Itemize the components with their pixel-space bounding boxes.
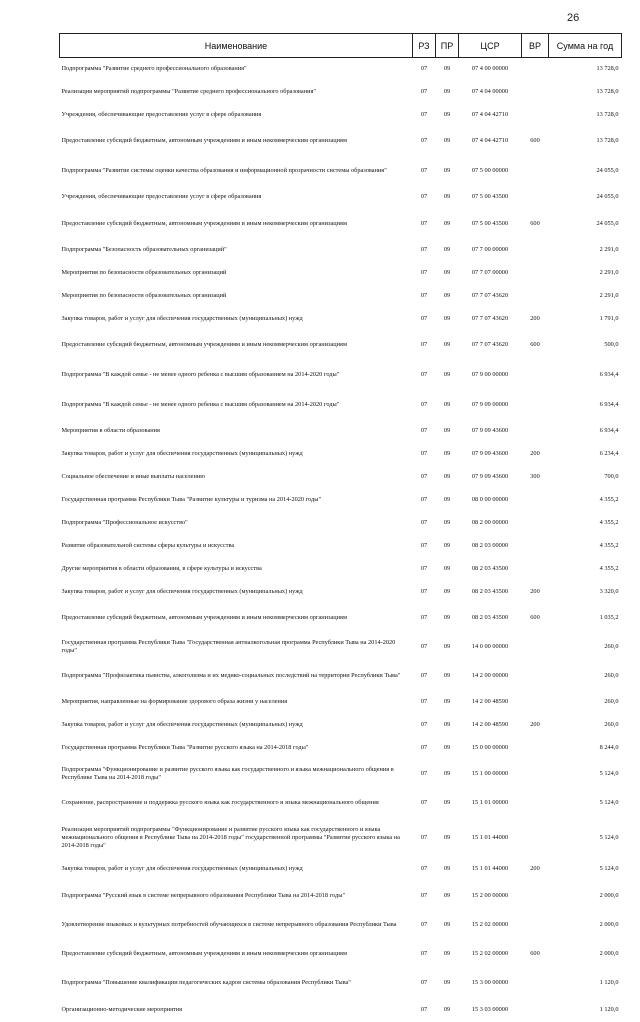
row-vr <box>522 737 549 760</box>
row-name: Учреждения, обеспечивающие предоставление услуг в сфере образования <box>61 193 262 200</box>
row-rz: 07 <box>420 137 428 144</box>
row-rz: 07 <box>420 588 428 595</box>
row-rz: 07 <box>420 721 428 728</box>
row-rz: 07 <box>420 193 428 200</box>
row-csr: 07 4 04 42710 <box>471 111 509 118</box>
row-rz: 07 <box>420 65 428 73</box>
header-vr: ВР <box>522 34 549 58</box>
row-pr: 09 <box>443 721 451 728</box>
header-row <box>60 34 622 58</box>
row-rz: 07 <box>420 166 428 174</box>
row-name: Подпрограмма "Русский язык в системе непрерывного образования Республики Тыва на 2014-2018 годы" <box>61 891 346 899</box>
table-row <box>60 760 622 789</box>
row-sum: 6 934,4 <box>599 400 619 408</box>
row-csr: 15 2 02 00000 <box>471 950 509 957</box>
table-row <box>60 789 622 818</box>
row-name: Закупка товаров, работ и услуг для обеспечения государственных (муниципальных) нужд <box>61 450 303 457</box>
row-vr: 600 <box>530 219 540 227</box>
row-sum: 6 234,4 <box>599 450 619 457</box>
table-row <box>60 818 622 858</box>
header-csr: ЦСР <box>459 34 522 58</box>
row-pr: 09 <box>443 219 451 227</box>
row-csr: 07 4 04 00000 <box>471 88 509 95</box>
row-sum: 500,0 <box>604 341 619 348</box>
row-sum: 24 055,0 <box>596 166 619 174</box>
row-vr <box>522 58 549 81</box>
row-sum: 5 124,0 <box>599 865 619 872</box>
row-name: Предоставление субсидий бюджетным, автономным учреждениям и иным некоммерческим организациям <box>61 137 347 144</box>
table-row <box>60 858 622 881</box>
row-sum: 1 120,0 <box>599 979 619 986</box>
row-rz: 07 <box>420 111 428 118</box>
row-name: Государственная программа Республики Тыва "Развитие русского языка на 2014-2018 годы" <box>61 744 309 751</box>
row-sum: 13 728,0 <box>596 137 619 144</box>
row-name: Подпрограмма "Повышение квалификации педагогических кадров системы образования Республики Тыва" <box>61 979 351 986</box>
row-name: Развитие образовательной системы сферы культуры и искусства <box>61 542 235 549</box>
row-name: Подпрограмма "Развитие системы оценки качества образования и информационной прозрачности системы образования" <box>61 166 387 174</box>
row-pr: 09 <box>443 496 451 503</box>
row-sum: 5 124,0 <box>599 833 619 841</box>
row-name: Предоставление субсидий бюджетным, автономным учреждениям и иным некоммерческим организациям <box>61 614 347 621</box>
row-csr: 15 1 01 00000 <box>471 799 509 806</box>
row-sum: 13 728,0 <box>596 65 619 73</box>
row-rz: 07 <box>420 950 428 957</box>
row-csr: 14 2 00 48590 <box>471 698 509 705</box>
row-vr <box>522 633 549 662</box>
row-vr <box>522 156 549 186</box>
row-rz: 07 <box>420 341 428 348</box>
row-vr: 200 <box>530 315 540 322</box>
row-sum: 4 355,2 <box>599 496 619 503</box>
row-csr: 07 9 09 43600 <box>471 473 509 480</box>
row-csr: 14 2 00 00000 <box>471 672 509 679</box>
row-name: Подпрограмма "Профилактика пьянства, алкоголизма и их медико-социальных последствий на территории Республики Тыва" <box>61 672 401 679</box>
row-name: Закупка товаров, работ и услуг для обеспечения государственных (муниципальных) нужд <box>61 865 303 872</box>
row-vr <box>522 285 549 308</box>
row-vr <box>522 662 549 691</box>
row-vr: 200 <box>530 721 540 728</box>
row-vr <box>522 911 549 940</box>
row-rz: 07 <box>420 921 428 928</box>
table-row <box>60 156 622 186</box>
row-vr <box>522 81 549 104</box>
row-vr: 200 <box>530 865 540 872</box>
row-name: Мероприятия в области образования <box>61 427 160 434</box>
header-rz: РЗ <box>413 34 436 58</box>
row-csr: 07 4 00 00000 <box>471 65 509 73</box>
row-sum: 8 244,0 <box>599 744 619 751</box>
row-sum: 2 000,0 <box>599 950 619 957</box>
row-rz: 07 <box>420 519 428 526</box>
row-csr: 07 7 00 00000 <box>471 246 509 253</box>
row-rz: 07 <box>420 427 428 434</box>
row-csr: 15 2 02 00000 <box>471 921 509 928</box>
row-csr: 14 0 00 00000 <box>471 643 509 650</box>
row-name: Предоставление субсидий бюджетным, автономным учреждениям и иным некоммерческим организациям <box>61 950 347 957</box>
row-name: Учреждения, обеспечивающие предоставление услуг в сфере образования <box>61 111 262 118</box>
row-vr <box>522 186 549 209</box>
row-csr: 15 1 01 44000 <box>471 833 509 841</box>
row-pr: 09 <box>443 400 451 408</box>
table-row <box>60 285 622 308</box>
table-row <box>60 969 622 998</box>
row-name: Подпрограмма "Развитие среднего профессионального образования" <box>61 65 247 73</box>
table-row <box>60 81 622 104</box>
table-row <box>60 489 622 512</box>
row-name: Мероприятия по безопасности образовательных организаций <box>61 269 227 276</box>
row-rz: 07 <box>420 246 428 253</box>
row-csr: 07 9 00 00000 <box>471 370 509 378</box>
row-name: Социальное обеспечение и иные выплаты населению <box>61 473 205 480</box>
row-rz: 07 <box>420 865 428 872</box>
table-row <box>60 737 622 760</box>
row-csr: 07 7 07 43620 <box>471 292 509 299</box>
row-pr: 09 <box>443 950 451 957</box>
table-row <box>60 581 622 604</box>
table-row <box>60 186 622 209</box>
row-rz: 07 <box>420 698 428 705</box>
row-sum: 700,0 <box>604 473 619 480</box>
row-csr: 08 2 03 43500 <box>471 565 509 572</box>
row-name: Подпрограмма "В каждой семье - не менее одного ребенка с высшим образованием на 2014-2020 годы" <box>61 400 340 408</box>
row-rz: 07 <box>420 672 428 679</box>
row-name: Удовлетворение языковых и культурных потребностей обучающихся в системе непрерывного образования Республики Тыва <box>61 921 397 928</box>
row-vr <box>522 558 549 581</box>
row-sum: 2 291,0 <box>599 269 619 276</box>
row-csr: 15 3 03 00000 <box>471 1005 509 1013</box>
row-rz: 07 <box>420 979 428 986</box>
row-csr: 15 0 00 00000 <box>471 744 509 751</box>
row-vr <box>522 239 549 262</box>
table-row <box>60 998 622 1022</box>
row-vr: 600 <box>530 137 540 144</box>
row-pr: 09 <box>443 614 451 621</box>
row-rz: 07 <box>420 799 428 806</box>
row-pr: 09 <box>443 427 451 434</box>
row-csr: 07 7 07 43620 <box>471 315 509 322</box>
row-vr: 200 <box>530 588 540 595</box>
table-row <box>60 512 622 535</box>
row-pr: 09 <box>443 921 451 928</box>
row-name: Другие мероприятия в области образования, в сфере культуры и искусства <box>61 565 262 572</box>
row-sum: 260,0 <box>604 672 619 679</box>
row-pr: 09 <box>443 588 451 595</box>
table-row <box>60 443 622 466</box>
row-vr <box>522 390 549 420</box>
row-name: Закупка товаров, работ и услуг для обеспечения государственных (муниципальных) нужд <box>61 721 303 728</box>
row-pr: 09 <box>443 246 451 253</box>
row-csr: 07 9 09 00000 <box>471 400 509 408</box>
row-sum: 5 124,0 <box>599 770 619 777</box>
row-vr <box>522 969 549 998</box>
table-row <box>60 940 622 969</box>
row-pr: 09 <box>443 744 451 751</box>
row-csr: 07 5 00 43500 <box>471 193 509 200</box>
table-body <box>60 58 622 1022</box>
row-sum: 1 791,0 <box>599 315 619 322</box>
table-row <box>60 881 622 911</box>
row-sum: 6 934,4 <box>599 427 619 434</box>
row-csr: 08 0 00 00000 <box>471 496 509 503</box>
row-pr: 09 <box>443 865 451 872</box>
row-name: Закупка товаров, работ и услуг для обеспечения государственных (муниципальных) нужд <box>61 315 303 322</box>
row-csr: 08 2 03 43500 <box>471 614 509 621</box>
row-sum: 2 291,0 <box>599 246 619 253</box>
table-row <box>60 331 622 360</box>
row-pr: 09 <box>443 450 451 457</box>
row-rz: 07 <box>420 292 428 299</box>
row-csr: 07 4 04 42710 <box>471 137 509 144</box>
table-row <box>60 535 622 558</box>
row-sum: 24 055,0 <box>596 219 619 227</box>
row-pr: 09 <box>443 111 451 118</box>
row-vr: 200 <box>530 450 540 457</box>
row-vr <box>522 104 549 127</box>
row-sum: 4 355,2 <box>599 542 619 549</box>
row-sum: 1 120,0 <box>599 1005 619 1013</box>
row-name: Реализация мероприятий подпрограммы "Функционирование и развитие русского языка как государственного и языка межнационального общения в Республике Тыва на 2014-2018 годы" государственной программы "Развитие русского языка на 2014-2018 годы" <box>61 825 400 849</box>
row-pr: 09 <box>443 315 451 322</box>
row-name: Организационно-методические мероприятия <box>61 1005 183 1013</box>
row-csr: 08 2 03 00000 <box>471 542 509 549</box>
row-pr: 09 <box>443 565 451 572</box>
header-sum: Сумма на год <box>549 34 622 58</box>
row-rz: 07 <box>420 88 428 95</box>
table-row <box>60 911 622 940</box>
row-csr: 07 9 09 43600 <box>471 427 509 434</box>
row-rz: 07 <box>420 219 428 227</box>
row-csr: 07 9 09 43600 <box>471 450 509 457</box>
row-vr <box>522 489 549 512</box>
row-vr <box>522 512 549 535</box>
row-name: Государственная программа Республики Тыва "Развитие культуры и туризма на 2014-2020 годы" <box>61 496 322 503</box>
row-name: Подпрограмма "В каждой семье - не менее одного ребенка с высшим образованием на 2014-2020 годы" <box>61 370 340 378</box>
row-pr: 09 <box>443 341 451 348</box>
row-name: Реализация мероприятий подпрограммы "Развитие среднего профессионального образования" <box>61 88 316 95</box>
row-sum: 2 000,0 <box>599 921 619 928</box>
row-csr: 07 7 07 00000 <box>471 269 509 276</box>
row-vr <box>522 262 549 285</box>
table-row <box>60 360 622 390</box>
row-vr <box>522 818 549 858</box>
row-pr: 09 <box>443 542 451 549</box>
row-name: Подпрограмма "Профессиональное искусство" <box>61 519 188 526</box>
row-vr <box>522 691 549 714</box>
row-pr: 09 <box>443 833 451 841</box>
row-sum: 2 291,0 <box>599 292 619 299</box>
row-pr: 09 <box>443 166 451 174</box>
row-name: Сохранение, распространение и поддержка русского языка как государственного и языка межнационального общения <box>61 799 379 806</box>
row-csr: 08 2 00 00000 <box>471 519 509 526</box>
table-row <box>60 714 622 737</box>
row-rz: 07 <box>420 643 428 650</box>
row-sum: 4 355,2 <box>599 519 619 526</box>
row-pr: 09 <box>443 473 451 480</box>
row-vr <box>522 360 549 390</box>
row-rz: 07 <box>420 473 428 480</box>
table-row <box>60 691 622 714</box>
row-sum: 260,0 <box>604 698 619 705</box>
row-rz: 07 <box>420 496 428 503</box>
row-csr: 07 7 07 43620 <box>471 341 509 348</box>
row-rz: 07 <box>420 315 428 322</box>
row-sum: 13 728,0 <box>596 111 619 118</box>
table-row <box>60 127 622 156</box>
row-sum: 13 728,0 <box>596 88 619 95</box>
table-row <box>60 558 622 581</box>
table-row <box>60 633 622 662</box>
row-sum: 1 035,2 <box>599 614 619 621</box>
row-vr: 600 <box>530 950 540 957</box>
row-rz: 07 <box>420 744 428 751</box>
row-pr: 09 <box>443 269 451 276</box>
table-row <box>60 390 622 420</box>
row-vr <box>522 760 549 789</box>
row-rz: 07 <box>420 891 428 899</box>
row-rz: 07 <box>420 1005 428 1013</box>
row-csr: 07 5 00 00000 <box>471 166 509 174</box>
table-row <box>60 420 622 443</box>
row-sum: 5 124,0 <box>599 799 619 806</box>
row-sum: 2 000,0 <box>599 891 619 899</box>
row-pr: 09 <box>443 519 451 526</box>
row-name: Предоставление субсидий бюджетным, автономным учреждениям и иным некоммерческим организациям <box>61 219 347 227</box>
row-sum: 24 055,0 <box>596 193 619 200</box>
row-name: Мероприятия, направленные на формирование здорового образа жизни у населения <box>61 698 288 705</box>
table-row <box>60 58 622 81</box>
row-name: Предоставление субсидий бюджетным, автономным учреждениям и иным некоммерческим организациям <box>61 341 347 348</box>
row-csr: 08 2 03 43500 <box>471 588 509 595</box>
row-csr: 15 2 00 00000 <box>471 891 509 899</box>
row-rz: 07 <box>420 614 428 621</box>
row-vr: 600 <box>530 614 540 621</box>
row-csr: 14 2 00 48590 <box>471 721 509 728</box>
row-pr: 09 <box>443 672 451 679</box>
row-pr: 09 <box>443 292 451 299</box>
row-vr: 300 <box>530 473 540 480</box>
table-row <box>60 239 622 262</box>
row-vr <box>522 881 549 911</box>
table-row <box>60 209 622 239</box>
table-row <box>60 104 622 127</box>
row-pr: 09 <box>443 370 451 378</box>
table-row <box>60 466 622 489</box>
row-csr: 15 1 01 44000 <box>471 865 509 872</box>
row-pr: 09 <box>443 88 451 95</box>
row-csr: 15 1 00 00000 <box>471 770 509 777</box>
table-row <box>60 662 622 691</box>
row-sum: 6 934,4 <box>599 370 619 378</box>
table-row <box>60 308 622 331</box>
row-name: Подпрограмма "Безопасность образовательных организаций" <box>61 246 227 253</box>
row-pr: 09 <box>443 979 451 986</box>
row-rz: 07 <box>420 450 428 457</box>
budget-table <box>59 33 622 1022</box>
row-name: Мероприятия по безопасности образовательных организаций <box>61 292 227 299</box>
row-pr: 09 <box>443 799 451 806</box>
row-vr <box>522 420 549 443</box>
row-rz: 07 <box>420 833 428 841</box>
row-csr: 15 3 00 00000 <box>471 979 509 986</box>
row-name: Государственная программа Республики Тыва "Государственная антиалкогольная программа Республики Тыва на 2014-2020 годы" <box>61 639 396 654</box>
row-rz: 07 <box>420 565 428 572</box>
row-rz: 07 <box>420 269 428 276</box>
header-pr: ПР <box>436 34 459 58</box>
row-rz: 07 <box>420 370 428 378</box>
table-row <box>60 604 622 633</box>
row-sum: 3 320,0 <box>599 588 619 595</box>
page-number: 26 <box>567 12 580 24</box>
row-rz: 07 <box>420 770 428 777</box>
row-rz: 07 <box>420 542 428 549</box>
row-name: Подпрограмма "Функционирование и развитие русского языка как государственного и языка межнационального общения в Республике Тыва на 2014-2018 годы" <box>61 766 394 781</box>
row-pr: 09 <box>443 65 451 73</box>
row-name: Закупка товаров, работ и услуг для обеспечения государственных (муниципальных) нужд <box>61 588 303 595</box>
header-name: Наименование <box>60 34 413 58</box>
row-pr: 09 <box>443 193 451 200</box>
row-sum: 260,0 <box>604 721 619 728</box>
row-vr <box>522 535 549 558</box>
row-pr: 09 <box>443 643 451 650</box>
row-csr: 07 5 00 43500 <box>471 219 509 227</box>
row-pr: 09 <box>443 770 451 777</box>
row-vr: 600 <box>530 341 540 348</box>
table-row <box>60 262 622 285</box>
row-sum: 4 355,2 <box>599 565 619 572</box>
row-pr: 09 <box>443 1005 451 1013</box>
row-sum: 260,0 <box>604 643 619 650</box>
row-rz: 07 <box>420 400 428 408</box>
row-pr: 09 <box>443 137 451 144</box>
row-vr <box>522 998 549 1022</box>
row-vr <box>522 789 549 818</box>
row-pr: 09 <box>443 891 451 899</box>
row-pr: 09 <box>443 698 451 705</box>
